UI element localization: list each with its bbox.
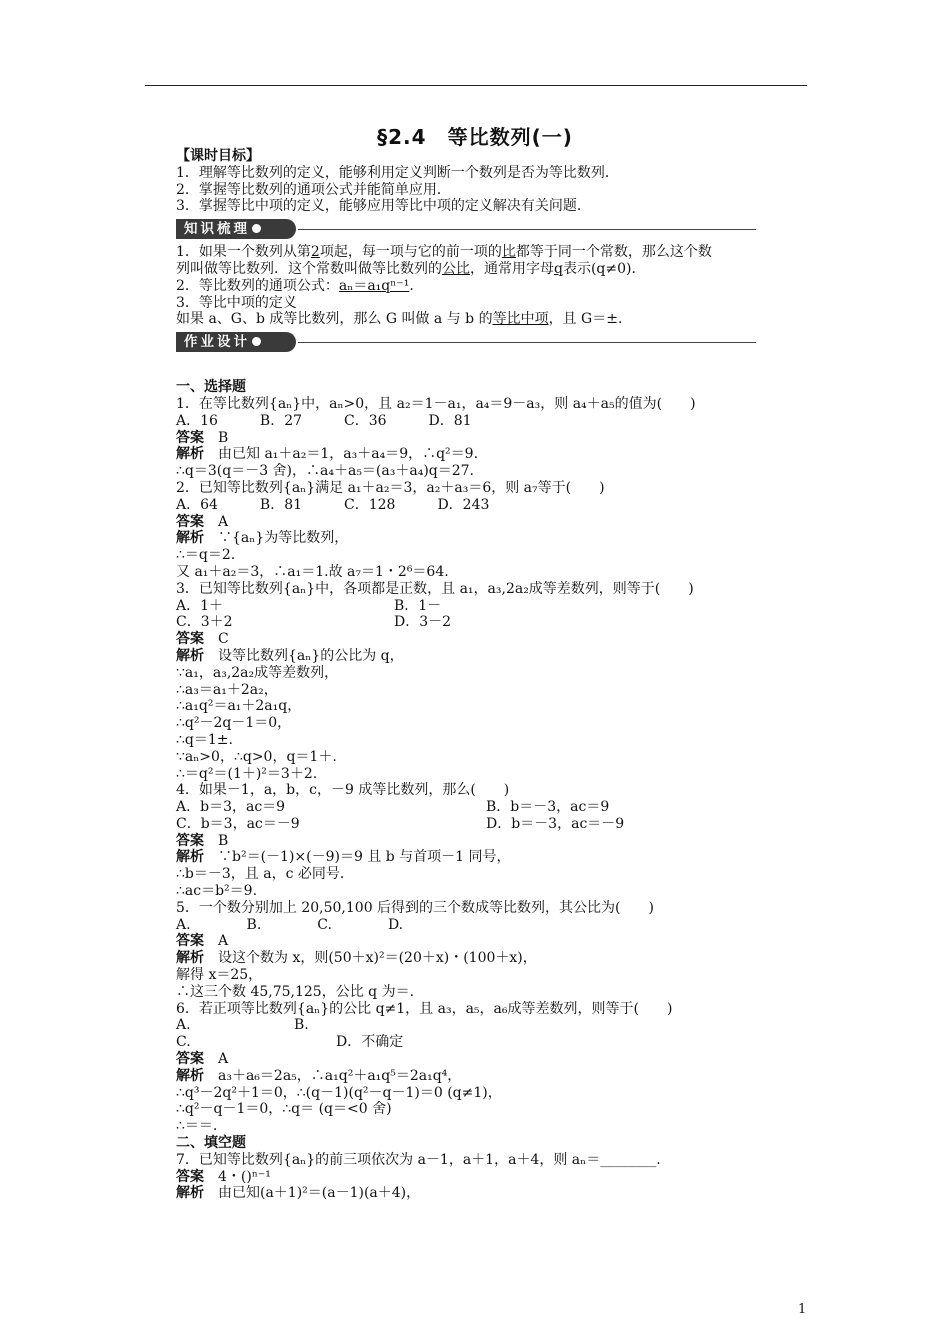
question-options: C．b＝3，ac＝－9 D．b＝－3，ac＝－9	[176, 815, 625, 832]
analysis-line: ∴＝＝.	[176, 1118, 218, 1135]
answer-line: 答案 C	[176, 631, 229, 648]
goals-header: 【课时目标】	[176, 148, 260, 164]
banner-rule	[298, 229, 756, 230]
question-stem: 7．已知等比数列{aₙ}的前三项依次为 a－1，a＋1，a＋4，则 aₙ＝________.	[176, 1151, 661, 1168]
question-options: A．1＋ B．1－	[176, 597, 442, 614]
question-stem: 4．如果－1，a，b，c，－9 成等比数列，那么( )	[176, 782, 510, 799]
analysis-line: ∴这三个数 45,75,125，公比 q 为＝.	[176, 983, 415, 1000]
question-options: A．64 B．81 C．128 D．243	[176, 496, 490, 513]
answer-line: 答案 4・()ⁿ⁻¹	[176, 1168, 271, 1185]
analysis-line: ∴q＝1±.	[176, 731, 233, 748]
question-options: C．3＋2 D．3－2	[176, 614, 452, 631]
question-options: A. B. C. D.	[176, 916, 404, 933]
banner-knowledge	[176, 217, 816, 242]
banner-homework	[176, 330, 816, 355]
banner-rule	[298, 342, 756, 343]
answer-line: 答案 B	[176, 429, 229, 446]
analysis-line: ∴q²－q－1＝0，∴q＝ (q＝<0 舍)	[176, 1101, 392, 1118]
knowledge-item-3-body: 如果 a、G、b 成等比数列，那么 G 叫做 a 与 b 的等比中项，且 G＝±.	[176, 311, 623, 328]
answer-line: 答案 A	[176, 1051, 229, 1068]
question-stem: 3．已知等比数列{aₙ}中，各项都是正数，且 a₁，a₃,2a₂成等差数列，则等于( )	[176, 580, 694, 597]
banner-label: 作业设计	[184, 334, 250, 351]
question-options: A．16 B．27 C．36 D．81	[176, 412, 472, 429]
question-stem: 6．若正项等比数列{aₙ}的公比 q≠1，且 a₃，a₅，a₆成等差数列，则等于( )	[176, 1000, 673, 1017]
knowledge-item-1-cont: 列叫做等比数列．这个常数叫做等比数列的公比，通常用字母q表示(q≠0)．	[176, 260, 646, 277]
question-options: C. D．不确定	[176, 1034, 404, 1051]
analysis-line: ∴＝q＝2.	[176, 547, 236, 564]
analysis-line: ∴q²－2q－1＝0，	[176, 715, 292, 732]
analysis-line: 解析 由已知(a＋1)²＝(a－1)(a＋4)，	[176, 1185, 421, 1202]
analysis-line: 又 a₁＋a₂＝3，∴a₁＝1.故 a₇＝1・2⁶＝64.	[176, 563, 449, 580]
analysis-line: ∴ac＝b²＝9.	[176, 883, 258, 900]
analysis-line: 解析 ∵{aₙ}为等比数列，	[176, 530, 349, 547]
goal-item: 1．理解等比数列的定义，能够利用定义判断一个数列是否为等比数列．	[176, 164, 619, 181]
goal-item: 2．掌握等比数列的通项公式并能简单应用．	[176, 181, 451, 198]
page-title: §2.4 等比数列(一)	[377, 125, 573, 149]
section-heading: 一、选择题	[176, 379, 246, 396]
question-stem: 5．一个数分别加上 20,50,100 后得到的三个数成等比数列，其公比为( )	[176, 899, 654, 916]
knowledge-item-1: 1．如果一个数列从第2项起，每一项与它的前一项的比都等于同一个常数，那么这个数	[176, 244, 712, 261]
answer-line: 答案 B	[176, 832, 229, 849]
section-heading: 二、填空题	[176, 1135, 246, 1152]
analysis-line: 解析 ∵b²＝(－1)×(－9)＝9 且 b 与首项－1 同号，	[176, 849, 511, 866]
knowledge-item-2: 2．等比数列的通项公式：aₙ＝a₁qⁿ⁻¹.	[176, 277, 414, 294]
knowledge-item-3: 3．等比中项的定义	[176, 294, 297, 311]
question-options: A. B.	[176, 1017, 309, 1034]
analysis-line: 解析 a₃＋a₆＝2a₅，∴a₁q²＋a₁q⁵＝2a₁q⁴，	[176, 1067, 462, 1084]
analysis-line: ∴q＝3(q＝－3 舍)，∴a₄＋a₅＝(a₃＋a₄)q＝27.	[176, 463, 475, 480]
answer-line: 答案 A	[176, 513, 229, 530]
header-rule	[145, 85, 807, 86]
analysis-line: ∴q³－2q²＋1＝0，∴(q－1)(q²－q－1)＝0 (q≠1)，	[176, 1084, 502, 1101]
analysis-line: ∴a₃＝a₁＋2a₂，	[176, 681, 278, 698]
analysis-line: ∴＝q²＝(1＋)²＝3＋2.	[176, 765, 318, 782]
answer-line: 答案 A	[176, 933, 229, 950]
goal-item: 3．掌握等比中项的定义，能够应用等比中项的定义解决有关问题．	[176, 198, 591, 215]
analysis-line: 解析 设这个数为 x，则(50＋x)²＝(20＋x)・(100＋x)，	[176, 950, 537, 967]
page-number: 1	[798, 1302, 807, 1317]
analysis-line: 解得 x＝25，	[176, 967, 263, 984]
analysis-line: 解析 由已知 a₁＋a₂＝1，a₃＋a₄＝9，∴q²＝9.	[176, 446, 479, 463]
banner-label: 知识梳理	[184, 221, 250, 238]
bullet-dot-icon	[252, 337, 261, 346]
question-stem: 2．已知等比数列{aₙ}满足 a₁＋a₂＝3，a₂＋a₃＝6，则 a₇等于( )	[176, 479, 605, 496]
analysis-line: 解析 设等比数列{aₙ}的公比为 q，	[176, 647, 404, 664]
analysis-line: ∵aₙ>0，∴q>0，q＝1＋.	[176, 748, 337, 765]
document-body	[176, 148, 816, 1202]
question-options: A．b＝3，ac＝9 B．b＝－3，ac＝9	[176, 799, 610, 816]
analysis-line: ∴a₁q²＝a₁＋2a₁q，	[176, 698, 302, 715]
analysis-line: ∵a₁，a₃,2a₂成等差数列，	[176, 664, 339, 681]
bullet-dot-icon	[252, 224, 261, 233]
question-stem: 1．在等比数列{aₙ}中，aₙ>0，且 a₂＝1－a₁，a₄＝9－a₃，则 a₄＋a₅的值为( )	[176, 395, 696, 412]
analysis-line: ∴b＝－3，且 a，c 必同号．	[176, 866, 354, 883]
